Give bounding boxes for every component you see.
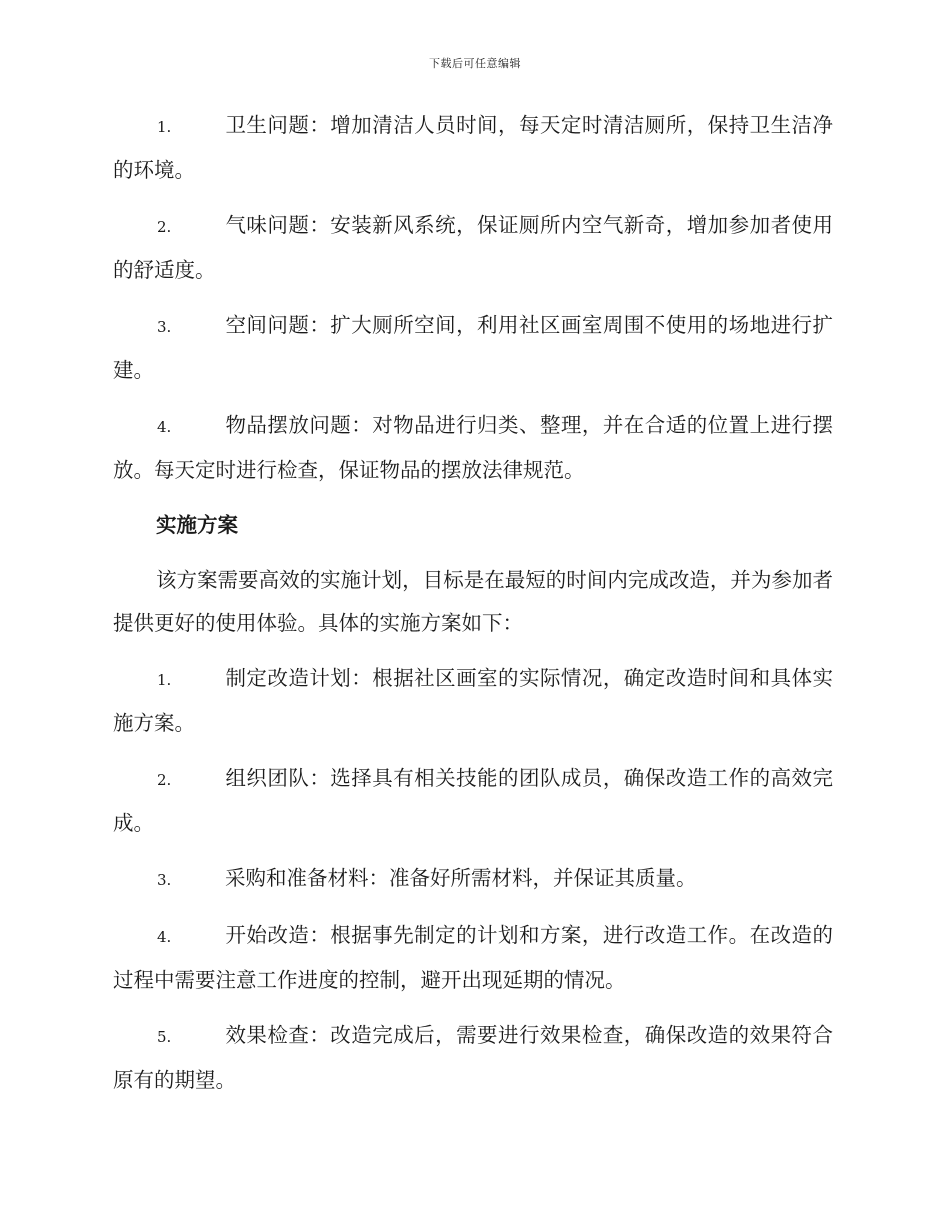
step-item-3 — [113, 857, 833, 902]
problem-item-1 — [113, 104, 833, 192]
list-text: 卫生问题：增加清洁人员时间，每天定时清洁厕所，保持卫生洁净的环境。 — [113, 113, 833, 182]
document-body — [113, 104, 833, 1114]
list-text: 空间问题：扩大厕所空间，利用社区画室周围不使用的场地进行扩建。 — [113, 313, 833, 382]
list-number: 1. — [157, 118, 172, 136]
list-number: 3. — [157, 871, 172, 889]
list-text: 物品摆放问题：对物品进行归类、整理，并在合适的位置上进行摆放。每天定时进行检查，保证物品的摆放法律规范。 — [113, 413, 833, 482]
list-text: 气味问题：安装新风系统，保证厕所内空气新奇，增加参加者使用的舒适度。 — [113, 213, 833, 282]
list-text: 制定改造计划：根据社区画室的实际情况，确定改造时间和具体实施方案。 — [113, 666, 833, 735]
list-number: 4. — [157, 928, 172, 946]
list-number: 3. — [157, 318, 172, 336]
list-number: 5. — [157, 1028, 172, 1046]
section-heading: 实施方案 — [156, 513, 238, 537]
list-text: 组织团队：选择具有相关技能的团队成员，确保改造工作的高效完成。 — [113, 766, 833, 835]
step-item-1 — [113, 657, 833, 745]
list-text: 效果检查：改造完成后，需要进行效果检查，确保改造的效果符合原有的期望。 — [113, 1023, 833, 1092]
page-header: 下载后可任意编辑 — [429, 57, 521, 70]
list-text: 采购和准备材料：准备好所需材料，并保证其质量。 — [225, 866, 697, 890]
list-number: 2. — [157, 771, 172, 789]
step-item-5 — [113, 1014, 833, 1102]
problem-item-3 — [113, 304, 833, 392]
list-text: 开始改造：根据事先制定的计划和方案，进行改造工作。在改造的过程中需要注意工作进度的控制，避开出现延期的情况。 — [113, 923, 833, 992]
list-number: 4. — [157, 418, 172, 436]
problem-item-4 — [113, 404, 833, 492]
list-number: 2. — [157, 218, 172, 236]
step-item-2 — [113, 757, 833, 845]
step-item-4 — [113, 914, 833, 1002]
section-intro: 该方案需要高效的实施计划，目标是在最短的时间内完成改造，并为参加者提供更好的使用体验。具体的实施方案如下： — [113, 568, 833, 635]
problem-item-2 — [113, 204, 833, 292]
list-number: 1. — [157, 671, 172, 689]
